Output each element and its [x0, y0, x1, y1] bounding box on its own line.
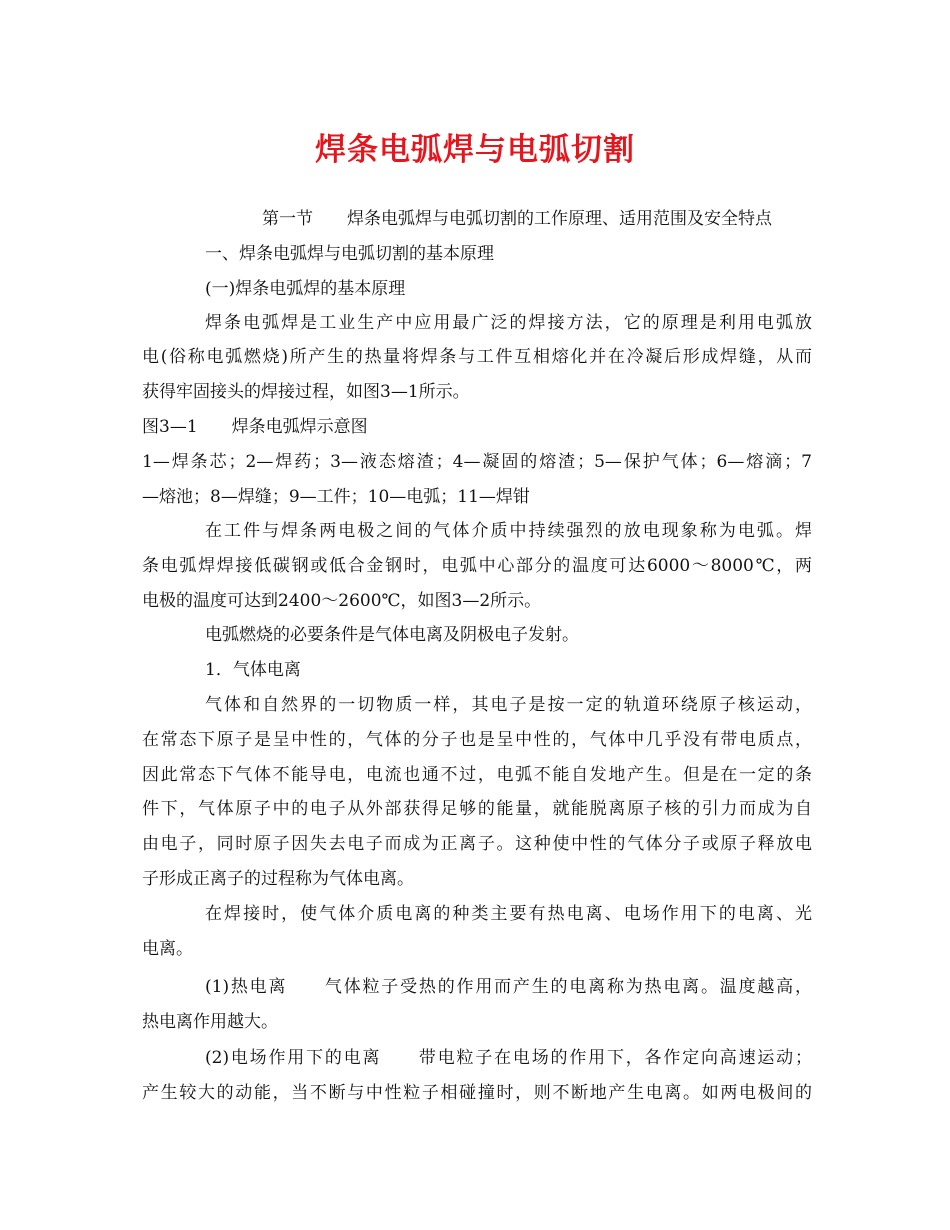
paragraph-line: 条电弧焊焊接低碳钢或低合金钢时，电弧中心部分的温度可达6000～8000℃，两	[142, 556, 812, 576]
paragraph-line: 获得牢固接头的焊接过程，如图3—1所示。	[142, 382, 470, 402]
paragraph-line: 件下，气体原子中的电子从外部获得足够的能量，就能脱离原子核的引力而成为自	[142, 799, 812, 819]
paragraph-line: 电弧燃烧的必要条件是气体电离及阴极电子发射。	[205, 625, 579, 645]
subheading: 1．气体电离	[205, 660, 301, 680]
paragraph-line: 产生较大的动能，当不断与中性粒子相碰撞时，则不断地产生电离。如两电极间的	[142, 1083, 812, 1103]
paragraph-line: 因此常态下气体不能导电，电流也通不过，电弧不能自发地产生。但是在一定的条	[142, 765, 812, 785]
paragraph-line: 电(俗称电弧燃烧)所产生的热量将焊条与工件互相熔化并在冷凝后形成焊缝，从而	[142, 347, 812, 367]
paragraph-line: 在常态下原子是呈中性的，气体的分子也是呈中性的，气体中几乎没有带电质点，	[142, 730, 812, 750]
subheading: (一)焊条电弧焊的基本原理	[205, 279, 406, 299]
paragraph-line: 焊条电弧焊是工业生产中应用最广泛的焊接方法，它的原理是利用电弧放	[205, 313, 812, 333]
paragraph-line: 热电离作用越大。	[142, 1012, 278, 1032]
paragraph-line: (2)电场作用下的电离 带电粒子在电场的作用下，各作定向高速运动；	[205, 1048, 812, 1068]
figure-caption: 图3—1 焊条电弧焊示意图	[142, 417, 368, 437]
paragraph-line: 子形成正离子的过程称为气体电离。	[142, 869, 414, 889]
paragraph-line: 电离。	[142, 939, 193, 959]
paragraph-line: (1)热电离 气体粒子受热的作用而产生的电离称为热电离。温度越高，	[205, 977, 812, 997]
paragraph-line: 在焊接时，使气体介质电离的种类主要有热电离、电场作用下的电离、光	[205, 904, 812, 924]
paragraph-line: 由电子，同时原子因失去电子而成为正离子。这种使中性的气体分子或原子释放电	[142, 834, 812, 854]
section-heading: 第一节 焊条电弧焊与电弧切割的工作原理、适用范围及安全特点	[262, 209, 772, 229]
subheading: 一、焊条电弧焊与电弧切割的基本原理	[205, 244, 494, 264]
figure-legend-line: —熔池；8—焊缝；9—工件；10—电弧；11—焊钳	[142, 487, 530, 507]
paragraph-line: 在工件与焊条两电极之间的气体介质中持续强烈的放电现象称为电弧。焊	[205, 521, 812, 541]
document-title: 焊条电弧焊与电弧切割	[315, 132, 635, 168]
figure-legend-line: 1—焊条芯；2—焊药；3—液态熔渣；4—凝固的熔渣；5—保护气体；6—熔滴；7	[142, 452, 812, 472]
paragraph-line: 电极的温度可达到2400～2600℃，如图3—2所示。	[142, 591, 542, 611]
paragraph-line: 气体和自然界的一切物质一样，其电子是按一定的轨道环绕原子核运动，	[205, 695, 812, 715]
